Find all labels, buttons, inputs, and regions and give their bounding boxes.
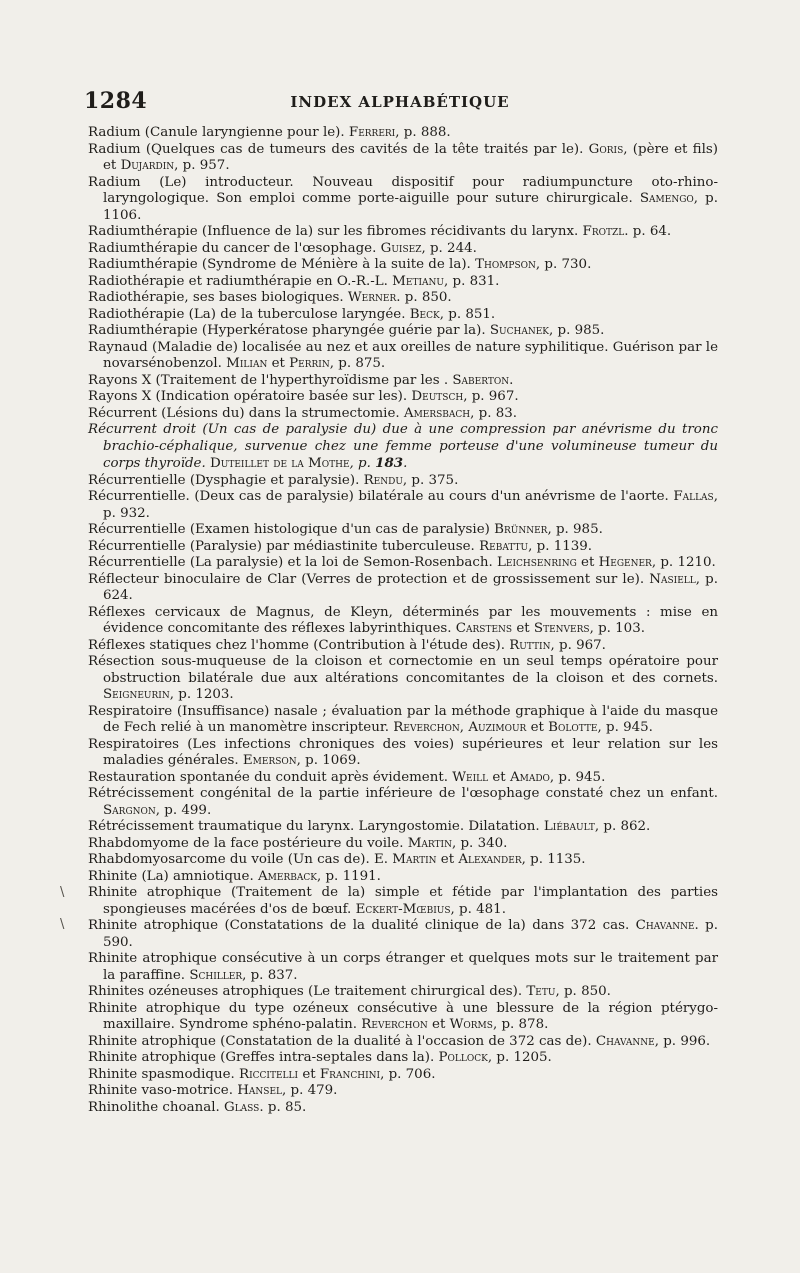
entry-ref: , p. 985. xyxy=(549,323,605,338)
entry-title: Rhinite spasmodique. xyxy=(88,1066,240,1082)
entry-title: Réflecteur binoculaire de Clar (Verres de protection et de grossissement sur le). xyxy=(88,571,650,587)
entry-title: Réflexes statiques chez l'homme (Contribution à l'étude des). xyxy=(88,637,510,653)
entry-author: Duteillet de la Mothe xyxy=(210,456,350,471)
entry-title: Rhinite (La) amniotique. xyxy=(88,868,258,884)
entry-author: Franchini xyxy=(319,1066,381,1082)
entry-title: Rhinite atrophique (Constatation de la dualité à l'occasion de 372 cas de). xyxy=(88,1033,596,1049)
entry-title: Radiumthérapie du cancer de l'œsophage. xyxy=(88,240,381,256)
entry-ref: , p. 706. xyxy=(380,1066,436,1082)
entry-title: Rhinite atrophique (Greffes intra-septales dans la). xyxy=(88,1050,439,1065)
entry-title: Récurrentielle. (Deux cas de paralysie) bilatérale au cours d'un anévrisme de l'aorte. xyxy=(88,489,674,504)
entry-title: Radiumthérapie (Hyperkératose pharyngée guérie par la). xyxy=(88,323,490,338)
entry-author: Chavanne xyxy=(635,918,695,933)
entry-author: Deutsch xyxy=(411,389,464,404)
entry-ref: , p. 375. xyxy=(402,472,459,488)
entry-author: Riccitelli xyxy=(239,1066,299,1082)
entry-title: Récurrentielle (Dysphagie et paralysie). xyxy=(88,472,364,488)
index-entry xyxy=(88,836,718,853)
entry-author: Sargnon xyxy=(103,802,156,818)
index-entry xyxy=(88,984,718,1001)
entry-ref: , p. 83. xyxy=(470,405,518,421)
entry-author: Beck xyxy=(409,306,440,322)
entry-title: Rétrécissement traumatique du larynx. Laryngostomie. Dilatation. xyxy=(88,819,544,834)
entry-page-bold: 183 xyxy=(375,455,404,471)
entry-ref: , p. 837. xyxy=(242,967,298,983)
entry-author: Samengo xyxy=(639,191,694,206)
entry-ref: , p. 875. xyxy=(329,356,386,371)
entry-ref: , p. 967. xyxy=(550,637,606,653)
entry-title: Radiumthérapie (Syndrome de Ménière à la suite de la). xyxy=(88,257,476,272)
entry-title: Respiratoire (Insuffisance) nasale ; évaluation par la méthode graphique à l'aide du masque de Fech relié à un manomètre inscripteur. xyxy=(88,703,718,735)
entry-author: Martin xyxy=(407,835,452,851)
entry-author: Reverchon xyxy=(361,1017,428,1032)
entry-title: Rhinites ozéneuses atrophiques (Le traitement chirurgical des). xyxy=(88,984,527,999)
entry-ref: , p. 996. xyxy=(654,1033,711,1049)
entry-title: Restauration spontanée du conduit après évidement. xyxy=(88,769,453,785)
index-entry xyxy=(88,786,718,819)
entry-title: Rhinite atrophique consécutive à un corps étranger et quelques mots sur le traitement par la paraffine. xyxy=(88,951,718,983)
entry-author: Guisez xyxy=(380,240,422,256)
entry-author: Perrin xyxy=(289,356,330,371)
entry-author: Hansel xyxy=(237,1083,282,1098)
entry-author: Emerson xyxy=(242,753,297,768)
index-entry xyxy=(88,307,718,324)
index-entry xyxy=(88,257,718,274)
index-entry xyxy=(88,918,718,951)
entry-author: Bolotte xyxy=(548,720,598,735)
entry-ref: et xyxy=(427,1017,450,1032)
entry-ref: , p. 831. xyxy=(443,273,500,289)
index-entry xyxy=(88,572,718,605)
entry-ref: . p. 85. xyxy=(259,1099,307,1115)
entry-author: Amado xyxy=(509,769,550,785)
entry-author: Worms xyxy=(449,1017,493,1032)
entry-author: Reverchon xyxy=(393,720,460,735)
entry-author: Leichsenring xyxy=(497,555,577,570)
entry-author: Saberton xyxy=(452,372,510,388)
entry-author: Suchanek xyxy=(489,323,550,338)
page-number: 1284 xyxy=(84,88,148,114)
entry-title: Rhabdomyosarcome du voile (Un cas de). E. xyxy=(88,852,393,867)
entry-ref: et xyxy=(436,852,459,867)
entry-author: Werner xyxy=(347,290,397,305)
entry-ref: , p. 481. xyxy=(450,901,506,917)
entry-ref: . p. 64. xyxy=(624,224,672,239)
entry-ref: et xyxy=(267,356,290,371)
entry-title: Radium (Le) introducteur. Nouveau dispositif pour radiumpuncture oto-rhino-laryngologique. Son emploi comme porte-aiguille pour suture chirurgicale. xyxy=(88,174,718,206)
index-entry xyxy=(88,142,718,175)
entry-ref: , p. 244. xyxy=(421,240,477,256)
entry-author: Martin xyxy=(392,852,437,867)
index-entry xyxy=(88,852,718,869)
entry-title: Réflexes cervicaux de Magnus, de Kleyn, déterminés par les mouvements : mise en évidence concomitante des réflexes labyrinthiques. xyxy=(88,604,718,636)
entry-author: Dujardin xyxy=(120,158,175,173)
entry-author: Amerback xyxy=(258,868,317,884)
entry-author: Goris xyxy=(588,141,624,157)
entry-ref: et xyxy=(526,720,549,735)
entry-ref: , p. 499. xyxy=(155,802,212,818)
entry-ref: , p. 945. xyxy=(549,769,606,785)
index-entry xyxy=(88,638,718,655)
entry-author: Metianu xyxy=(392,273,444,289)
entry-ref: , p. xyxy=(349,456,376,471)
entry-title: Radium (Quelques cas de tumeurs des cavités de la tête traités par le). xyxy=(88,141,589,157)
entry-title: Radiothérapie, ses bases biologiques. xyxy=(88,290,348,305)
index-entry xyxy=(88,224,718,241)
entry-author: Thompson xyxy=(475,257,536,272)
entry-author: Amersbach xyxy=(403,405,471,421)
entry-author: Seigneurin xyxy=(103,687,170,702)
entry-ref: . p. 850. xyxy=(396,290,452,305)
entry-ref: et xyxy=(512,621,534,636)
entry-ref: et xyxy=(298,1066,320,1082)
index-entry xyxy=(88,951,718,984)
entry-author: Eckert-Mœbius xyxy=(355,901,451,917)
entry-ref: , p. 340. xyxy=(451,835,508,851)
entry-title: Radiumthérapie (Influence de la) sur les fibromes récidivants du larynx. xyxy=(88,224,583,239)
index-entry xyxy=(88,770,718,787)
index-entry xyxy=(88,422,718,473)
entry-ref: , p. 624. xyxy=(103,571,719,603)
index-entry xyxy=(88,539,718,556)
entry-ref: et xyxy=(576,555,599,570)
entry-author: Chavanne xyxy=(595,1033,655,1049)
entry-ref: , p. 1205. xyxy=(487,1050,552,1065)
entry-title: Rhinite atrophique (Constatations de la dualité clinique de la) dans 372 cas. xyxy=(88,918,636,933)
margin-mark: \ xyxy=(60,885,65,900)
entry-title: Radiothérapie et radiumthérapie en O.-R.-L. xyxy=(88,273,393,289)
entry-title: Radium (Canule laryngienne pour le). xyxy=(88,125,349,140)
entry-ref: . xyxy=(403,456,408,471)
entry-author: Fallas xyxy=(673,489,714,504)
entry-author: Alexander xyxy=(458,852,522,867)
entry-ref: , p. 945. xyxy=(597,720,653,735)
entry-ref: , p. 1135. xyxy=(521,852,586,867)
entry-title: Rayons X (Traitement de l'hyperthyroïdisme par les . xyxy=(88,372,453,388)
margin-mark: \ xyxy=(60,917,65,932)
index-entry xyxy=(88,819,718,836)
entry-ref: , p. 1210. xyxy=(651,555,716,570)
index-entry xyxy=(88,290,718,307)
index-entry xyxy=(88,737,718,770)
index-entry xyxy=(88,885,718,918)
entry-author: Frotzl xyxy=(582,224,625,239)
index-entry xyxy=(88,1067,718,1084)
entry-ref: . xyxy=(509,372,514,388)
entry-ref: , p. 851. xyxy=(439,306,496,322)
entry-title: Récurrent droit (Un cas de paralysie du) due à une compression par anévrisme du tronc brachio-céphalique, survenue chez une femme porteuse d'une volumineuse tumeur du corps thyroïde. xyxy=(88,422,718,471)
entry-title: Rétrécissement congénital de la partie inférieure de l'œsophage constaté chez un enfant. xyxy=(88,786,718,801)
index-entry xyxy=(88,323,718,340)
index-entry xyxy=(88,654,718,704)
entry-author: Nasiell xyxy=(649,571,696,587)
entry-title: Résection sous-muqueuse de la cloison et cornectomie en un seul temps opératoire pour obstruction bilatérale due aux altérations concomitantes de la cloison et des cornets. xyxy=(88,654,718,686)
index-entry xyxy=(88,1083,718,1100)
index-entry xyxy=(88,522,718,539)
entry-ref: , (père et fils) et xyxy=(103,141,718,173)
index-entry xyxy=(88,489,718,522)
entry-ref: , p. 932. xyxy=(103,489,718,521)
entry-ref: , p. 967. xyxy=(463,389,519,404)
entry-ref: , p. 888. xyxy=(395,125,451,140)
entry-author: Carstens xyxy=(455,621,513,636)
entry-author: Brünner xyxy=(494,522,548,537)
entry-ref: , p. 862. xyxy=(594,819,651,834)
entry-ref: , p. 1106. xyxy=(103,191,718,223)
entry-ref: , p. 878. xyxy=(492,1017,549,1032)
index-entry xyxy=(88,1050,718,1067)
entry-title: Récurrentielle (Examen histologique d'un cas de paralysie) xyxy=(88,522,495,537)
index-entries xyxy=(88,125,718,1116)
entry-title: Récurrent (Lésions du) dans la strumectomie. xyxy=(88,405,404,421)
entry-ref: , p. 985. xyxy=(547,522,603,537)
entry-ref: , p. 1069. xyxy=(296,753,361,768)
entry-title: Rhabdomyome de la face postérieure du voile. xyxy=(88,835,408,851)
entry-ref: , xyxy=(459,720,469,735)
entry-title: Récurrentielle (Paralysie) par médiastinite tuberculeuse. xyxy=(88,538,480,554)
index-entry xyxy=(88,340,718,373)
entry-title: Radiothérapie (La) de la tuberculose laryngée. xyxy=(88,306,410,322)
index-entry xyxy=(88,1001,718,1034)
entry-author: Tetu xyxy=(526,984,556,999)
entry-title: Récurrentielle (La paralysie) et la loi de Semon-Rosenbach. xyxy=(88,555,498,570)
entry-title: Raynaud (Maladie de) localisée au nez et aux oreilles de nature syphilitique. Guérison par le novarsénobenzol. xyxy=(88,339,718,371)
entry-author: Ruttin xyxy=(509,637,551,653)
index-entry xyxy=(88,125,718,142)
index-entry xyxy=(88,373,718,390)
index-entry xyxy=(88,555,718,572)
entry-author: Ferreri xyxy=(348,125,396,140)
entry-author: Liébault xyxy=(543,819,595,834)
index-entry xyxy=(88,274,718,291)
running-head: INDEX ALPHABÉTIQUE xyxy=(290,93,510,111)
entry-author: Weill xyxy=(452,769,489,785)
entry-author: Auzimour xyxy=(468,720,527,735)
entry-ref: . p. 590. xyxy=(103,918,719,950)
index-entry xyxy=(88,605,718,638)
entry-title: Rhinolithe choanal. xyxy=(88,1099,224,1115)
index-entry xyxy=(88,1034,718,1051)
entry-ref: , p. 730. xyxy=(535,257,592,272)
entry-title: Rhinite atrophique (Traitement de la) simple et fétide par l'implantation des parties spongieuses macérées d'os de bœuf. xyxy=(88,885,718,917)
entry-author: Milian xyxy=(226,356,268,371)
index-entry xyxy=(88,175,718,225)
entry-author: Glass xyxy=(224,1099,260,1115)
entry-title: Respiratoires (Les infections chroniques des voies) supérieures et leur relation sur les maladies générales. xyxy=(88,736,718,768)
index-entry xyxy=(88,406,718,423)
entry-ref: , p. 479. xyxy=(282,1083,338,1098)
entry-ref: , p. 103. xyxy=(589,621,645,636)
entry-ref: , p. 957. xyxy=(174,158,230,173)
entry-ref: , p. 850. xyxy=(555,984,611,999)
index-entry xyxy=(88,473,718,490)
entry-author: Schiller xyxy=(189,967,243,983)
entry-title: Rhinite atrophique du type ozéneux consécutive à une blessure de la région ptérygo-maxillaire. Syndrome sphéno-palatin. xyxy=(88,1000,718,1032)
entry-title: Rayons X (Indication opératoire basée sur les). xyxy=(88,389,412,404)
index-entry xyxy=(88,704,718,737)
index-entry xyxy=(88,241,718,258)
entry-title: Rhinite vaso-motrice. xyxy=(88,1083,238,1098)
index-entry xyxy=(88,389,718,406)
entry-author: Rendu xyxy=(363,472,403,488)
entry-author: Pollock xyxy=(438,1050,488,1065)
entry-author: Hegener xyxy=(598,555,652,570)
entry-ref: , p. 1139. xyxy=(528,538,593,554)
entry-ref: , p. 1203. xyxy=(169,687,234,702)
entry-ref: et xyxy=(488,769,510,785)
entry-ref: , p. 1191. xyxy=(316,868,381,884)
index-entry xyxy=(88,1100,718,1117)
entry-author: Stenvers xyxy=(533,621,590,636)
entry-author: Rebattu xyxy=(479,538,529,554)
index-entry xyxy=(88,869,718,886)
